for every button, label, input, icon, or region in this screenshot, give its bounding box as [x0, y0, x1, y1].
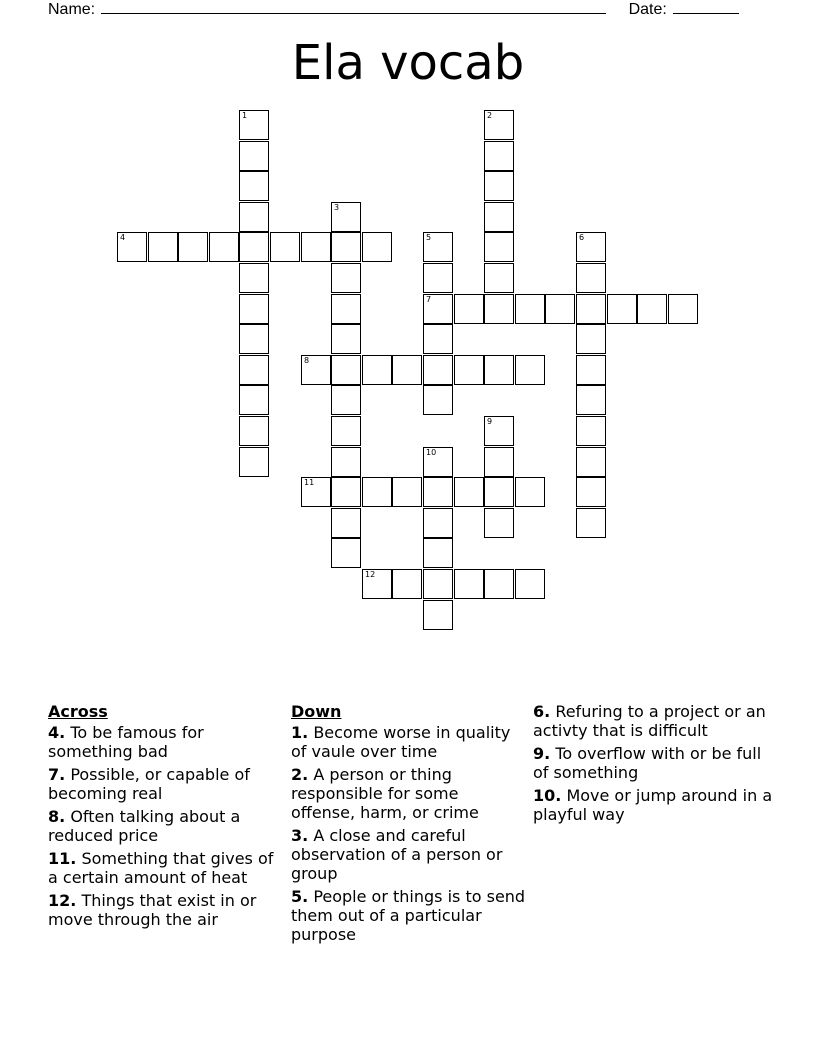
clue-down-3: 3. A close and careful observation of a person or group: [291, 826, 503, 883]
clue-number: 10: [426, 448, 437, 457]
clue-number: 8: [304, 356, 310, 365]
grid-cell[interactable]: [239, 447, 269, 477]
clue-number: 2: [487, 111, 493, 120]
name-label: Name:: [48, 1, 96, 18]
grid-cell[interactable]: [576, 232, 606, 262]
grid-cell[interactable]: [392, 355, 422, 385]
grid-cell[interactable]: [484, 141, 514, 171]
grid-cell[interactable]: [454, 355, 484, 385]
grid-cell[interactable]: [239, 171, 269, 201]
grid-cell[interactable]: [484, 477, 514, 507]
grid-cell[interactable]: [331, 324, 361, 354]
clue-number: 4: [120, 233, 126, 242]
grid-cell[interactable]: [239, 324, 269, 354]
grid-cell[interactable]: [484, 171, 514, 201]
grid-cell[interactable]: [423, 447, 453, 477]
clue-number: 12: [365, 570, 376, 579]
grid-cell[interactable]: [576, 385, 606, 415]
grid-cell[interactable]: [331, 447, 361, 477]
grid-cell[interactable]: [484, 355, 514, 385]
grid-cell[interactable]: [454, 569, 484, 599]
grid-cell[interactable]: [576, 477, 606, 507]
grid-cell[interactable]: [270, 232, 300, 262]
grid-cell[interactable]: [362, 232, 392, 262]
clue-down-9: 9. To overflow with or be full of something: [533, 744, 762, 782]
grid-cell[interactable]: [392, 477, 422, 507]
grid-cell[interactable]: [454, 477, 484, 507]
grid-cell[interactable]: [423, 477, 453, 507]
grid-cell[interactable]: [239, 294, 269, 324]
grid-cell[interactable]: [484, 416, 514, 446]
clue-across-7: 7. Possible, or capable of becoming real: [48, 765, 250, 803]
grid-cell[interactable]: [423, 538, 453, 568]
grid-cell[interactable]: [607, 294, 637, 324]
across-heading: Across: [48, 702, 108, 721]
grid-cell[interactable]: [209, 232, 239, 262]
grid-cell[interactable]: [484, 508, 514, 538]
grid-cell[interactable]: [301, 477, 331, 507]
grid-cell[interactable]: [515, 477, 545, 507]
grid-cell[interactable]: [331, 294, 361, 324]
grid-cell[interactable]: [423, 508, 453, 538]
grid-cell[interactable]: [423, 263, 453, 293]
grid-cell[interactable]: [148, 232, 178, 262]
clue-down-5: 5. People or things is to send them out of a particular purpose: [291, 887, 526, 944]
grid-cell[interactable]: [331, 538, 361, 568]
grid-cell[interactable]: [423, 569, 453, 599]
grid-cell[interactable]: [301, 355, 331, 385]
grid-cell[interactable]: [331, 477, 361, 507]
grid-cell[interactable]: [668, 294, 698, 324]
grid-cell[interactable]: [331, 385, 361, 415]
grid-cell[interactable]: [484, 263, 514, 293]
grid-cell[interactable]: [484, 294, 514, 324]
grid-cell[interactable]: [515, 355, 545, 385]
grid-cell[interactable]: [362, 355, 392, 385]
grid-cell[interactable]: [331, 508, 361, 538]
down-heading: Down: [291, 702, 342, 721]
grid-cell[interactable]: [576, 508, 606, 538]
grid-cell[interactable]: [515, 294, 545, 324]
grid-cell[interactable]: [239, 263, 269, 293]
clue-number: 6: [579, 233, 585, 242]
down-clues-continued: [533, 702, 773, 828]
puzzle-title: Ela vocab: [291, 35, 525, 91]
grid-cell[interactable]: [117, 232, 147, 262]
clue-across-8: 8. Often talking about a reduced price: [48, 807, 241, 845]
grid-cell[interactable]: [301, 232, 331, 262]
grid-cell[interactable]: [331, 416, 361, 446]
grid-cell[interactable]: [576, 447, 606, 477]
grid-cell[interactable]: [239, 355, 269, 385]
grid-cell[interactable]: [423, 385, 453, 415]
clue-number: 5: [426, 233, 432, 242]
grid-cell[interactable]: [576, 294, 606, 324]
clue-number: 3: [334, 203, 340, 212]
clue-across-4: 4. To be famous for something bad: [48, 723, 204, 761]
clue-down-2: 2. A person or thing responsible for some offense, harm, or crime: [291, 765, 479, 822]
grid-cell[interactable]: [362, 477, 392, 507]
grid-cell[interactable]: [239, 202, 269, 232]
grid-cell[interactable]: [423, 355, 453, 385]
clue-across-12: 12. Things that exist in or move through the air: [48, 891, 257, 929]
grid-cell[interactable]: [576, 416, 606, 446]
grid-cell[interactable]: [423, 324, 453, 354]
grid-cell[interactable]: [576, 324, 606, 354]
clue-number: 1: [242, 111, 248, 120]
grid-cell[interactable]: [423, 600, 453, 630]
grid-cell[interactable]: [576, 355, 606, 385]
grid-cell[interactable]: [239, 416, 269, 446]
grid-cell[interactable]: [637, 294, 667, 324]
clue-down-6: 6. Refuring to a project or an activty that is difficult: [533, 702, 766, 740]
grid-cell[interactable]: [576, 263, 606, 293]
grid-cell[interactable]: [331, 263, 361, 293]
grid-cell[interactable]: [484, 232, 514, 262]
grid-cell[interactable]: [331, 355, 361, 385]
grid-cell[interactable]: [484, 110, 514, 140]
grid-cell[interactable]: [331, 202, 361, 232]
clue-number: 7: [426, 295, 432, 304]
grid-cell[interactable]: [515, 569, 545, 599]
grid-cell[interactable]: [484, 202, 514, 232]
clue-across-11: 11. Something that gives of a certain amount of heat: [48, 849, 274, 887]
across-clues: [48, 702, 280, 933]
grid-cell[interactable]: [239, 385, 269, 415]
grid-cell[interactable]: [423, 232, 453, 262]
clue-down-1: 1. Become worse in quality of vaule over time: [291, 723, 511, 761]
clue-number: 11: [304, 478, 315, 487]
grid-cell[interactable]: [484, 569, 514, 599]
clue-number: 9: [487, 417, 493, 426]
grid-cell[interactable]: [239, 232, 269, 262]
grid-cell[interactable]: [239, 110, 269, 140]
date-label: Date:: [628, 1, 667, 18]
grid-cell[interactable]: [545, 294, 575, 324]
grid-cell[interactable]: [178, 232, 208, 262]
grid-cell[interactable]: [331, 232, 361, 262]
grid-cell[interactable]: [362, 569, 392, 599]
clue-down-10: 10. Move or jump around in a playful way: [533, 786, 773, 824]
grid-cell[interactable]: [392, 569, 422, 599]
grid-cell[interactable]: [454, 294, 484, 324]
grid-cell[interactable]: [239, 141, 269, 171]
down-clues: [291, 702, 527, 948]
grid-cell[interactable]: [484, 447, 514, 477]
grid-cell[interactable]: [423, 294, 453, 324]
